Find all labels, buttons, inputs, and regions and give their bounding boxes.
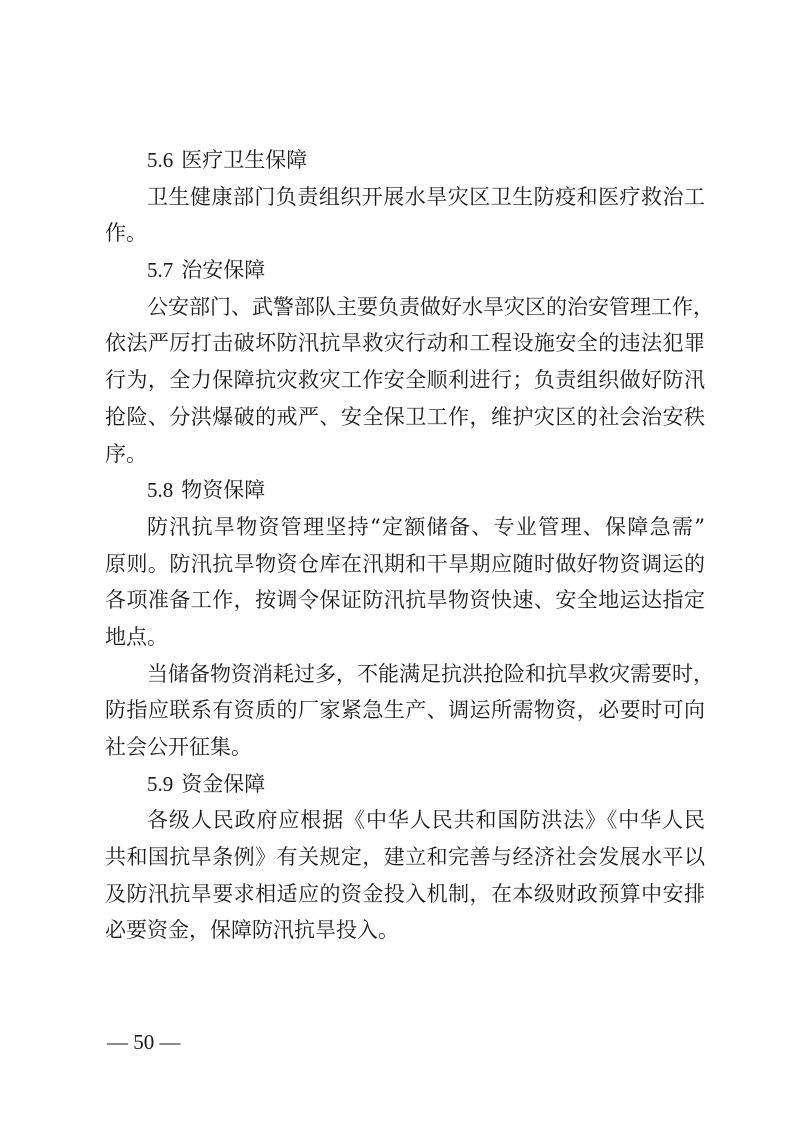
document-body — [105, 142, 714, 949]
section-title: 资金保障 — [181, 771, 266, 796]
section-number: 5.9 — [147, 771, 174, 796]
paragraph-line: 及防汛抗旱要求相适应的资金投入机制，在本级财政预算中安排 — [105, 881, 705, 906]
paragraph-line: 依法严厉打击破坏防汛抗旱救灾行动和工程设施安全的违法犯罪 — [105, 331, 705, 356]
paragraph-line: 序。 — [105, 441, 147, 466]
section-number: 5.7 — [147, 258, 174, 283]
paragraph-line: 地点。 — [105, 624, 168, 649]
paragraph-line: 卫生健康部门负责组织开展水旱灾区卫生防疫和医疗救治工 — [147, 184, 705, 209]
section-number: 5.8 — [147, 478, 174, 503]
section-heading — [105, 252, 705, 288]
paragraph-line: 行为，全力保障抗灾救灾工作安全顺利进行；负责组织做好防汛 — [105, 368, 705, 393]
section-title: 治安保障 — [181, 258, 266, 283]
section-heading — [105, 766, 705, 802]
paragraph-line: 必要资金，保障防汛抗旱投入。 — [105, 918, 399, 943]
page-number: — 50 — — [107, 1030, 181, 1054]
section-title: 医疗卫生保障 — [181, 148, 308, 172]
paragraph-line: 共和国抗旱条例》有关规定，建立和完善与经济社会发展水平以 — [105, 845, 705, 870]
section-number: 5.6 — [147, 148, 174, 172]
section-heading — [105, 142, 705, 178]
paragraph-line: 社会公开征集。 — [105, 735, 252, 759]
paragraph-line: 各项准备工作，按调令保证防汛抗旱物资快速、安全地运达指定 — [105, 588, 705, 613]
paragraph-line: 抢险、分洪爆破的戒严、安全保卫工作，维护灾区的社会治安秩 — [105, 404, 705, 429]
paragraph-line: 防汛抗旱物资管理坚持“定额储备、专业管理、保障急需” — [147, 514, 705, 539]
paragraph-line: 当储备物资消耗过多，不能满足抗洪抢险和抗旱救灾需要时， — [147, 661, 714, 686]
paragraph-line: 防指应联系有资质的厂家紧急生产、调运所需物资，必要时可向 — [105, 698, 705, 723]
paragraph-line: 各级人民政府应根据《中华人民共和国防洪法》《中华人民 — [147, 808, 705, 833]
section-heading — [105, 472, 705, 508]
paragraph-line: 作。 — [105, 221, 147, 246]
paragraph-line: 公安部门、武警部队主要负责做好水旱灾区的治安管理工作， — [147, 294, 714, 319]
section-title: 物资保障 — [181, 478, 266, 503]
paragraph-line: 原则。防汛抗旱物资仓库在汛期和干旱期应随时做好物资调运的 — [105, 551, 705, 576]
